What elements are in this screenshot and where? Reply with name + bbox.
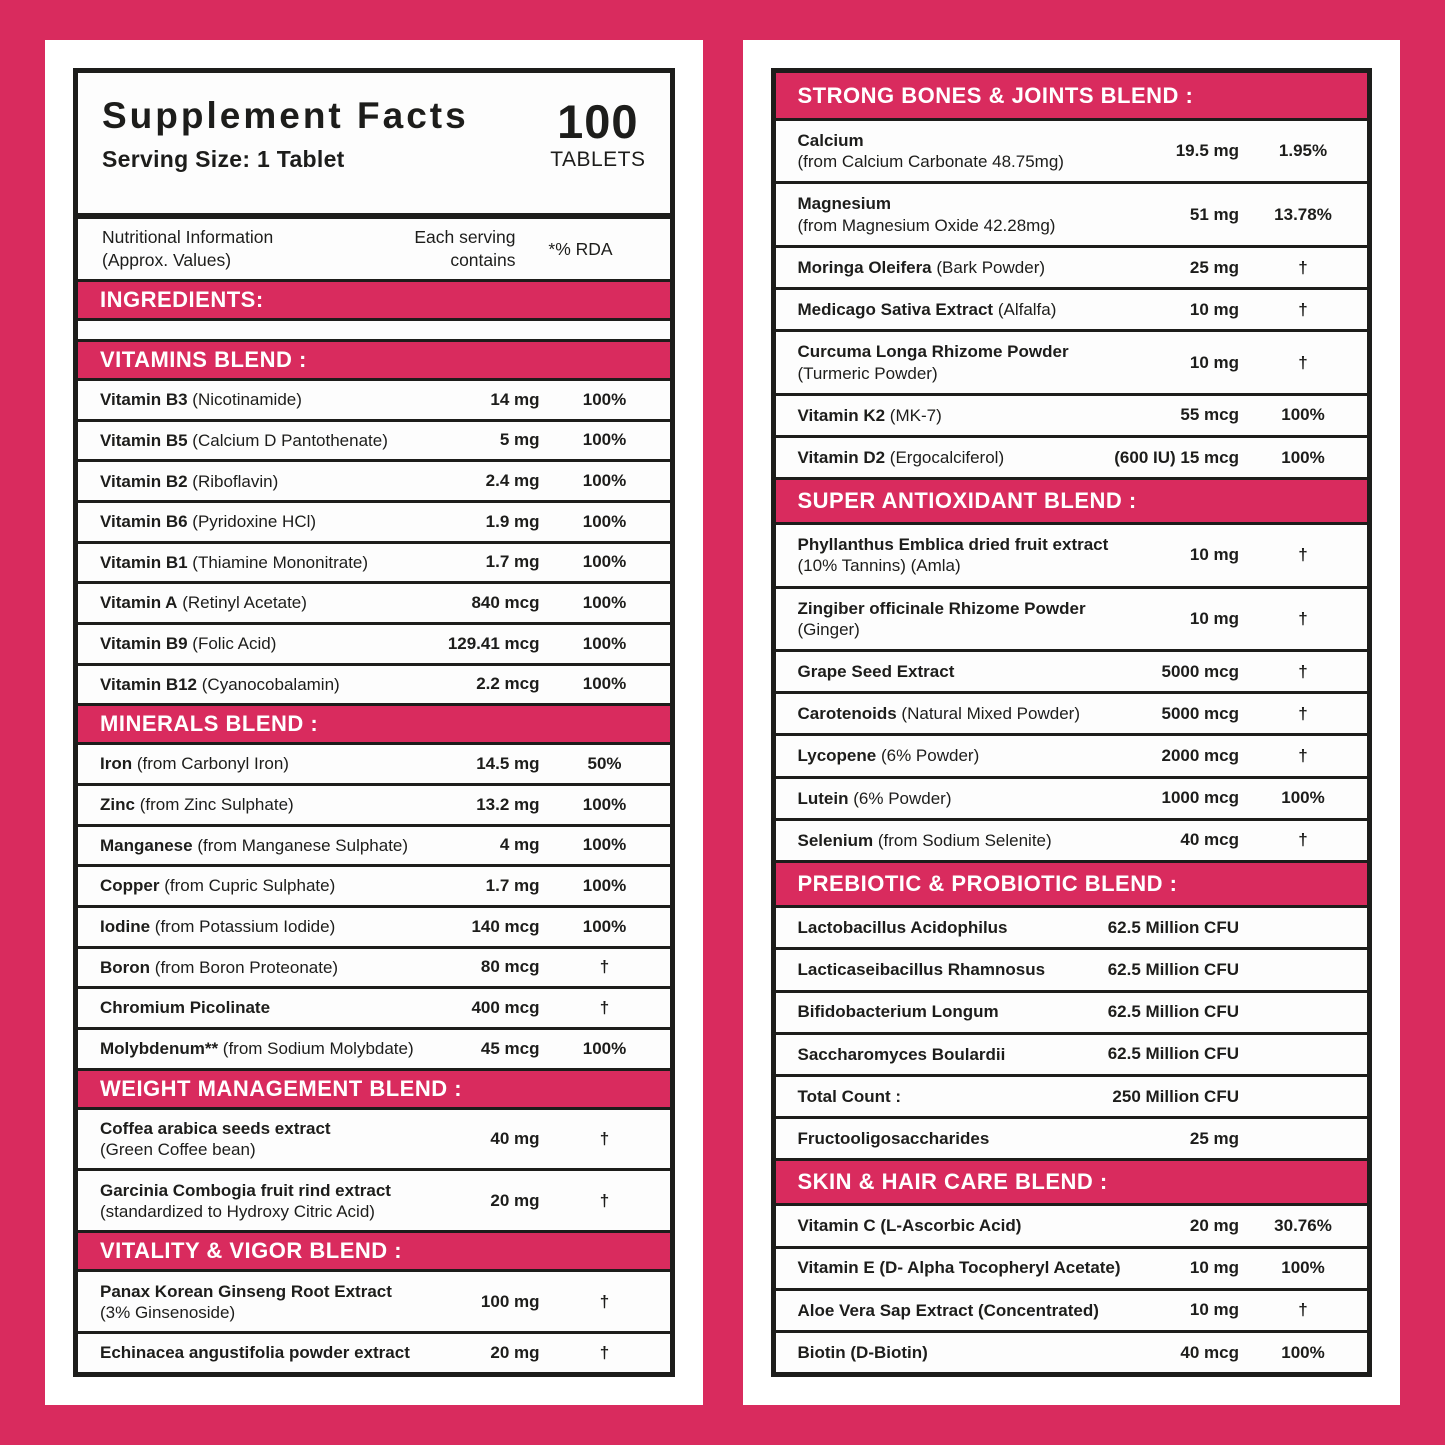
ingredient-amount: 62.5 Million CFU	[1107, 917, 1239, 937]
ingredient-rda: 100%	[582, 471, 627, 491]
table-row	[78, 1269, 670, 1331]
ingredient-detail: (Pyridoxine HCl)	[192, 512, 317, 532]
ingredient-amount: 25 mg	[1189, 1128, 1239, 1148]
ingredient-amount: 62.5 Million CFU	[1107, 1002, 1239, 1022]
right-panel	[743, 40, 1401, 1405]
ingredient-name	[78, 592, 471, 613]
ingredient-name	[78, 997, 471, 1018]
ingredient-name	[776, 447, 1115, 468]
ingredient-name	[78, 1180, 490, 1223]
ingredient-rda: 100%	[1281, 405, 1325, 425]
ingredient-amount: 5000 mcg	[1161, 661, 1239, 681]
ingredient-rda: 100%	[1281, 788, 1325, 808]
table-row	[776, 1203, 1368, 1245]
ingredient-amount: 10 mg	[1189, 1258, 1239, 1278]
ingredient-amount: 1.7 mg	[485, 552, 540, 572]
ingredient-title: Lutein	[797, 788, 849, 808]
ingredient-detail: (from Manganese Sulphate)	[197, 835, 409, 855]
table-row	[776, 1074, 1368, 1116]
table-row	[78, 541, 670, 582]
right-table	[771, 68, 1373, 1377]
table-row	[776, 329, 1368, 392]
ingredient-name	[776, 830, 1181, 851]
tablet-count-number: 100	[557, 95, 639, 148]
page-title: Supplement Facts	[102, 95, 469, 136]
serving-size: Serving Size: 1 Tablet	[102, 146, 345, 172]
ingredient-rda: 100%	[582, 430, 627, 450]
table-row	[78, 905, 670, 946]
ingredient-subtext: (from Calcium Carbonate 48.75mg)	[797, 152, 1064, 172]
ingredient-detail: (Thiamine Mononitrate)	[192, 552, 369, 572]
ingredient-rda: 100%	[582, 916, 627, 936]
left-panel	[45, 40, 703, 1405]
ingredient-title: Curcuma Longa Rhizome Powder	[797, 342, 1069, 362]
table-row	[776, 1032, 1368, 1074]
ingredient-amount: 1000 mcg	[1161, 788, 1239, 808]
ingredient-rda: 50%	[587, 754, 622, 774]
ingredient-name	[776, 405, 1181, 426]
table-row	[78, 986, 670, 1027]
ingredient-rda: 30.76%	[1274, 1215, 1332, 1235]
table-row	[776, 435, 1368, 477]
ingredient-amount: 2.4 mg	[485, 471, 540, 491]
ingredient-name	[776, 745, 1162, 766]
supplement-facts-header	[78, 73, 670, 213]
ingredient-amount: 100 mg	[480, 1291, 540, 1311]
table-row	[78, 419, 670, 460]
section-header: PREBIOTIC & PROBIOTIC BLEND :	[776, 860, 1368, 905]
ingredient-rda: 100%	[582, 511, 627, 531]
ingredient-rda: †	[1298, 1300, 1308, 1320]
ingredient-rda: †	[1298, 830, 1308, 850]
ingredient-amount: 2000 mcg	[1161, 746, 1239, 766]
ingredient-amount: 40 mcg	[1180, 830, 1239, 850]
ingredient-amount: 51 mg	[1189, 204, 1239, 224]
ingredient-amount: 5000 mcg	[1161, 703, 1239, 723]
ingredient-amount: 2.2 mcg	[476, 674, 540, 694]
ingredient-rda: †	[1298, 257, 1308, 277]
ingredient-subtext: (3% Ginsenoside)	[100, 1302, 236, 1322]
ingredient-name	[78, 1118, 490, 1161]
table-row	[776, 818, 1368, 860]
ingredient-rda: †	[1298, 746, 1308, 766]
ingredient-amount: 140 mcg	[471, 916, 540, 936]
section-header: SKIN & HAIR CARE BLEND :	[776, 1158, 1368, 1203]
ingredient-detail: (Bark Powder)	[936, 257, 1046, 277]
table-row	[78, 1107, 670, 1169]
table-row	[78, 378, 670, 419]
ingredient-title: Saccharomyces Boulardii	[797, 1044, 1006, 1064]
ingredient-name	[78, 633, 448, 654]
table-row	[78, 1168, 670, 1230]
ingredient-title: Total Count :	[797, 1086, 902, 1106]
ingredient-title: Phyllanthus Emblica dried fruit extract	[797, 535, 1109, 555]
ingredient-subtext: (Ginger)	[797, 619, 860, 639]
ingredient-title: Carotenoids	[797, 704, 897, 724]
ingredient-name	[776, 1300, 1190, 1321]
ingredient-title: Calcium	[797, 130, 864, 150]
ingredient-detail: (from Carbonyl Iron)	[136, 754, 289, 774]
table-row	[78, 783, 670, 824]
ingredient-amount: 1.9 mg	[485, 511, 540, 531]
table-row	[776, 118, 1368, 181]
ingredient-title: Lycopene	[797, 746, 877, 766]
ingredient-name	[78, 916, 471, 937]
ingredient-title: Magnesium	[797, 194, 892, 214]
ingredient-rda: †	[599, 1128, 610, 1148]
left-table	[73, 68, 675, 1377]
ingredient-rda: †	[1298, 545, 1308, 565]
ingredient-amount: 129.41 mcg	[447, 633, 540, 653]
ingredient-detail: (Cyanocobalamin)	[201, 674, 340, 694]
ingredient-detail: (Riboflavin)	[192, 471, 279, 491]
table-row	[776, 586, 1368, 649]
ingredient-name	[776, 1044, 1108, 1065]
ingredient-title: Fructooligosaccharides	[797, 1129, 990, 1149]
ingredient-detail: (Calcium D Pantothenate)	[192, 430, 388, 450]
ingredient-name	[776, 534, 1190, 577]
ingredient-name	[78, 794, 476, 815]
ingredient-detail: (from Boron Proteonate)	[154, 957, 339, 977]
table-row	[776, 1330, 1368, 1372]
ingredient-detail: (from Sodium Molybdate)	[222, 1039, 414, 1059]
ingredient-title: Aloe Vera Sap Extract (Concentrated)	[797, 1300, 1099, 1320]
ingredients-band: INGREDIENTS:	[78, 279, 670, 318]
ingredient-amount: 20 mg	[490, 1343, 540, 1363]
table-row	[78, 946, 670, 987]
ingredient-detail: (from Zinc Sulphate)	[139, 795, 294, 815]
ingredient-rda: 100%	[582, 674, 627, 694]
section-header: VITAMINS BLEND :	[78, 339, 670, 378]
ingredient-title: Vitamin B6	[100, 512, 188, 532]
section-header: VITALITY & VIGOR BLEND :	[78, 1230, 670, 1269]
ingredient-title: Echinacea angustifolia powder extract	[100, 1343, 410, 1363]
ingredient-subtext: (from Magnesium Oxide 42.28mg)	[797, 215, 1056, 235]
ingredient-title: Iron	[100, 754, 133, 774]
table-row	[78, 864, 670, 905]
ingredient-rda: 100%	[1281, 447, 1325, 467]
ingredient-name	[776, 341, 1190, 384]
ingredient-amount: 10 mg	[1189, 352, 1239, 372]
ingredient-rda: 100%	[582, 835, 627, 855]
ingredient-rda: 100%	[582, 1038, 627, 1058]
ingredient-amount: 840 mcg	[471, 593, 540, 613]
column-header-rda: *% RDA	[548, 238, 613, 259]
ingredient-title: Iodine	[100, 917, 151, 937]
ingredient-name	[776, 130, 1176, 173]
ingredient-title: Garcinia Combogia fruit rind extract	[100, 1180, 391, 1200]
ingredient-rda: 100%	[582, 794, 627, 814]
ingredient-detail: (from Cupric Sulphate)	[164, 876, 336, 896]
ingredient-title: Vitamin D2	[797, 447, 886, 467]
ingredient-detail: (6% Powder)	[880, 746, 980, 766]
ingredient-title: Molybdenum**	[100, 1039, 219, 1059]
ingredient-title: Boron	[100, 957, 151, 977]
serving-col-line1: Each serving	[414, 227, 516, 248]
ingredient-amount: 1.7 mg	[485, 876, 540, 896]
spacer-row	[78, 318, 670, 339]
ingredient-name	[776, 1128, 1190, 1149]
ingredient-name	[78, 552, 486, 573]
section-header: MINERALS BLEND :	[78, 703, 670, 742]
table-row	[776, 733, 1368, 775]
ingredient-rda: †	[599, 998, 610, 1018]
table-row	[776, 522, 1368, 585]
ingredient-name	[776, 1342, 1181, 1363]
ingredient-amount: 55 mcg	[1180, 405, 1239, 425]
ingredient-amount: 10 mg	[1189, 299, 1239, 319]
ingredient-detail: (from Sodium Selenite)	[877, 830, 1052, 850]
ingredient-amount: 400 mcg	[471, 998, 540, 1018]
ingredient-detail: (Nicotinamide)	[192, 390, 302, 410]
ingredient-rda: †	[1298, 608, 1308, 628]
ingredient-name	[78, 957, 481, 978]
ingredient-subtext: (Green Coffee bean)	[100, 1139, 256, 1159]
ingredient-title: Panax Korean Ginseng Root Extract	[100, 1281, 392, 1301]
ingredient-name	[776, 703, 1162, 724]
ingredient-name	[78, 389, 490, 410]
ingredient-detail: (Retinyl Acetate)	[182, 593, 307, 613]
ingredient-name	[78, 471, 486, 492]
ingredient-name	[776, 598, 1190, 641]
ingredient-rda: 100%	[582, 552, 627, 572]
ingredient-title: Medicago Sativa Extract	[797, 300, 994, 320]
ingredient-subtext: (standardized to Hydroxy Citric Acid)	[100, 1201, 375, 1221]
table-row	[776, 181, 1368, 244]
ingredient-rda: †	[1298, 661, 1308, 681]
ingredient-title: Vitamin B3	[100, 390, 188, 410]
ingredient-name	[78, 430, 500, 451]
ingredient-title: Vitamin B2	[100, 471, 188, 491]
ingredient-title: Vitamin B1	[100, 552, 188, 572]
ingredient-title: Manganese	[100, 835, 193, 855]
ingredient-name	[78, 674, 476, 695]
ingredient-name	[78, 1038, 481, 1059]
ingredient-title: Biotin (D-Biotin)	[797, 1342, 928, 1362]
ingredient-name	[776, 959, 1108, 980]
ingredient-name	[776, 661, 1162, 682]
nutritional-info-line2: (Approx. Values)	[102, 250, 232, 270]
ingredient-rda: 100%	[582, 633, 627, 653]
ingredient-amount: 40 mg	[490, 1128, 540, 1148]
ingredient-rda: †	[599, 1190, 610, 1210]
ingredient-title: Grape Seed Extract	[797, 662, 955, 682]
table-row	[776, 245, 1368, 287]
ingredient-title: Coffea arabica seeds extract	[100, 1118, 331, 1138]
ingredient-amount: 20 mg	[490, 1190, 540, 1210]
ingredient-title: Zingiber officinale Rhizome Powder	[797, 598, 1086, 618]
ingredient-title: Lacticaseibacillus Rhamnosus	[797, 960, 1046, 980]
ingredient-title: Chromium Picolinate	[100, 998, 271, 1018]
ingredient-amount: 10 mg	[1189, 545, 1239, 565]
ingredient-title: Copper	[100, 876, 160, 896]
ingredient-rda: 1.95%	[1278, 141, 1328, 161]
ingredient-subtext: (10% Tannins) (Amla)	[797, 556, 961, 576]
serving-col-line2: contains	[450, 250, 516, 270]
ingredient-title: Vitamin A	[100, 593, 178, 613]
ingredient-rda: 100%	[1281, 1342, 1325, 1362]
ingredient-name	[776, 1215, 1190, 1236]
table-row	[776, 947, 1368, 989]
ingredient-name	[776, 1257, 1190, 1278]
ingredient-amount: 45 mcg	[480, 1038, 540, 1058]
ingredient-name	[78, 1342, 490, 1363]
table-row	[776, 1288, 1368, 1330]
ingredient-detail: (Folic Acid)	[192, 634, 277, 654]
section-header: STRONG BONES & JOINTS BLEND :	[776, 73, 1368, 118]
table-row	[78, 459, 670, 500]
ingredient-name	[776, 193, 1190, 236]
ingredient-title: Bifidobacterium Longum	[797, 1002, 999, 1022]
ingredient-rda: 13.78%	[1274, 204, 1332, 224]
ingredient-rda: 100%	[582, 876, 627, 896]
ingredient-amount: 250 Million CFU	[1112, 1086, 1239, 1106]
ingredient-title: Zinc	[100, 795, 135, 815]
section-header: WEIGHT MANAGEMENT BLEND :	[78, 1068, 670, 1107]
table-row	[78, 500, 670, 541]
ingredient-title: Vitamin E (D- Alpha Tocopheryl Acetate)	[797, 1258, 1121, 1278]
ingredient-amount: 80 mcg	[480, 957, 540, 977]
ingredient-amount: 14.5 mg	[476, 754, 540, 774]
ingredient-name	[78, 511, 486, 532]
column-header-serving	[414, 226, 515, 272]
ingredient-name	[78, 875, 486, 896]
ingredient-rda: †	[599, 1291, 610, 1311]
title-block	[102, 95, 469, 173]
ingredient-rda: †	[599, 957, 610, 977]
ingredient-name	[776, 917, 1108, 938]
table-row	[78, 1331, 670, 1372]
ingredient-amount: 25 mg	[1189, 257, 1239, 277]
table-row	[78, 742, 670, 783]
ingredient-rda: 100%	[582, 593, 627, 613]
ingredient-name	[776, 1086, 1113, 1107]
table-row	[776, 905, 1368, 947]
table-row	[776, 990, 1368, 1032]
table-row	[776, 1246, 1368, 1288]
table-row	[776, 287, 1368, 329]
ingredient-amount: 20 mg	[1189, 1215, 1239, 1235]
ingredient-amount: 10 mg	[1189, 608, 1239, 628]
ingredient-rda: †	[1298, 299, 1308, 319]
ingredient-amount: (600 IU) 15 mcg	[1114, 447, 1239, 467]
table-row	[78, 581, 670, 622]
ingredient-amount: 40 mcg	[1180, 1342, 1239, 1362]
ingredient-detail: (MK-7)	[889, 405, 942, 425]
ingredient-rda: †	[1298, 352, 1308, 372]
table-row	[78, 824, 670, 865]
table-row	[776, 776, 1368, 818]
ingredient-name	[78, 1281, 481, 1324]
ingredient-rda: 100%	[1281, 1258, 1325, 1278]
ingredient-title: Vitamin B9	[100, 634, 188, 654]
ingredient-name	[78, 835, 500, 856]
ingredient-name	[776, 788, 1162, 809]
ingredient-rda: 100%	[582, 389, 627, 409]
section-header: SUPER ANTIOXIDANT BLEND :	[776, 477, 1368, 522]
table-row	[776, 1116, 1368, 1158]
ingredient-amount: 14 mg	[490, 389, 540, 409]
ingredient-amount: 5 mg	[499, 430, 540, 450]
ingredient-title: Lactobacillus Acidophilus	[797, 918, 1008, 938]
ingredient-amount: 10 mg	[1189, 1300, 1239, 1320]
ingredient-name	[78, 753, 476, 774]
ingredient-title: Moringa Oleifera	[797, 257, 932, 277]
table-row	[776, 691, 1368, 733]
ingredient-subtext: (Turmeric Powder)	[797, 363, 938, 383]
tablet-count	[550, 95, 645, 172]
ingredient-rda: †	[1298, 703, 1308, 723]
table-row	[78, 1027, 670, 1068]
ingredient-detail: (Natural Mixed Powder)	[901, 704, 1080, 724]
ingredient-amount: 4 mg	[499, 835, 540, 855]
tablet-count-unit: TABLETS	[550, 148, 646, 171]
ingredient-name	[776, 299, 1190, 320]
table-row	[78, 663, 670, 704]
table-row	[78, 622, 670, 663]
ingredient-detail: (Ergocalciferol)	[889, 447, 1005, 467]
ingredient-detail: (6% Powder)	[853, 788, 952, 808]
ingredient-title: Selenium	[797, 830, 874, 850]
column-headers	[78, 213, 670, 279]
ingredient-detail: (from Potassium Iodide)	[154, 917, 336, 937]
ingredient-title: Vitamin B12	[100, 674, 198, 694]
ingredient-amount: 19.5 mg	[1175, 141, 1239, 161]
table-row	[776, 393, 1368, 435]
column-header-nutritional-info	[102, 226, 414, 272]
ingredient-title: Vitamin B5	[100, 430, 188, 450]
ingredient-detail: (Alfalfa)	[997, 300, 1057, 320]
table-row	[776, 649, 1368, 691]
ingredient-rda: †	[599, 1343, 610, 1363]
ingredient-name	[776, 257, 1190, 278]
ingredient-amount: 62.5 Million CFU	[1107, 959, 1239, 979]
nutritional-info-line1: Nutritional Information	[102, 227, 274, 248]
ingredient-amount: 13.2 mg	[476, 794, 540, 814]
ingredient-amount: 62.5 Million CFU	[1107, 1044, 1239, 1064]
ingredient-name	[776, 1001, 1108, 1022]
ingredient-title: Vitamin C (L-Ascorbic Acid)	[797, 1216, 1022, 1236]
ingredient-title: Vitamin K2	[797, 405, 886, 425]
